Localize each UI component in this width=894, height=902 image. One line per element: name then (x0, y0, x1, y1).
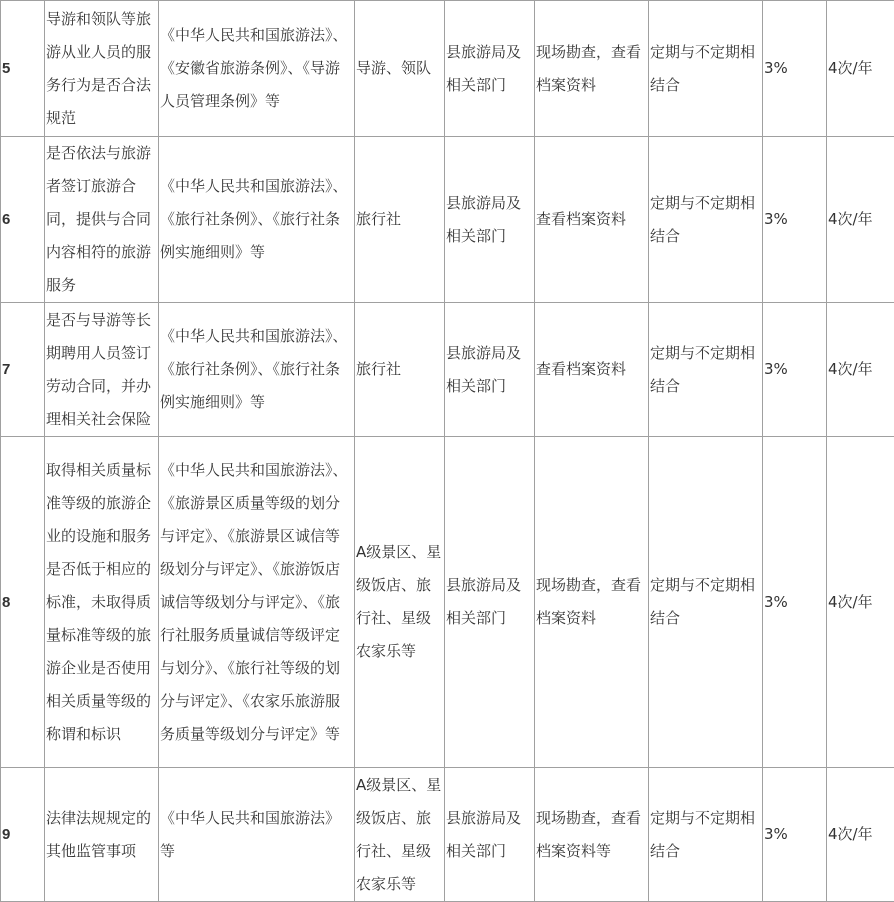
inspection-frequency: 4次/年 (827, 437, 894, 768)
inspection-frequency: 4次/年 (827, 303, 894, 437)
legal-basis: 《中华人民共和国旅游法》等 (159, 768, 355, 902)
sampling-ratio: 3% (763, 768, 827, 902)
sampling-ratio: 3% (763, 137, 827, 303)
inspection-mode: 定期与不定期相结合 (649, 768, 763, 902)
row-number: 6 (1, 137, 45, 303)
inspection-frequency: 4次/年 (827, 768, 894, 902)
inspection-method: 现场勘查，查看档案资料等 (535, 768, 649, 902)
sampling-ratio: 3% (763, 303, 827, 437)
legal-basis: 《中华人民共和国旅游法》、《旅行社条例》、《旅行社条例实施细则》等 (159, 303, 355, 437)
inspection-mode: 定期与不定期相结合 (649, 303, 763, 437)
inspection-item: 导游和领队等旅游从业人员的服务行为是否合法规范 (45, 1, 159, 137)
responsible-department: 县旅游局及相关部门 (445, 303, 535, 437)
inspection-method: 查看档案资料 (535, 303, 649, 437)
inspection-target: 旅行社 (355, 303, 445, 437)
inspection-method: 查看档案资料 (535, 137, 649, 303)
responsible-department: 县旅游局及相关部门 (445, 1, 535, 137)
table-row (1, 1, 894, 137)
inspection-target: A级景区、星级饭店、旅行社、星级农家乐等 (355, 768, 445, 902)
row-number: 8 (1, 437, 45, 768)
inspection-mode: 定期与不定期相结合 (649, 137, 763, 303)
table-row (1, 437, 894, 768)
row-number: 7 (1, 303, 45, 437)
sampling-ratio: 3% (763, 1, 827, 137)
responsible-department: 县旅游局及相关部门 (445, 137, 535, 303)
table-row (1, 137, 894, 303)
inspection-target: 旅行社 (355, 137, 445, 303)
legal-basis: 《中华人民共和国旅游法》、《安徽省旅游条例》、《导游人员管理条例》等 (159, 1, 355, 137)
inspection-target: A级景区、星级饭店、旅行社、星级农家乐等 (355, 437, 445, 768)
inspection-frequency: 4次/年 (827, 137, 894, 303)
inspection-target: 导游、领队 (355, 1, 445, 137)
inspection-item: 是否与导游等长期聘用人员签订劳动合同，并办理相关社会保险 (45, 303, 159, 437)
inspection-mode: 定期与不定期相结合 (649, 1, 763, 137)
legal-basis: 《中华人民共和国旅游法》、《旅游景区质量等级的划分与评定》、《旅游景区诚信等级划分与评定》、《旅游饭店诚信等级划分与评定》、《旅行社服务质量诚信等级评定与划分》、《旅行社等级的划分与评定》、《农家乐旅游服务质量等级划分与评定》等 (159, 437, 355, 768)
responsible-department: 县旅游局及相关部门 (445, 437, 535, 768)
row-number: 5 (1, 1, 45, 137)
sampling-ratio: 3% (763, 437, 827, 768)
inspection-mode: 定期与不定期相结合 (649, 437, 763, 768)
inspection-item: 法律法规规定的其他监管事项 (45, 768, 159, 902)
row-number: 9 (1, 768, 45, 902)
inspection-item: 是否依法与旅游者签订旅游合同，提供与合同内容相符的旅游服务 (45, 137, 159, 303)
table-row (1, 303, 894, 437)
inspection-frequency: 4次/年 (827, 1, 894, 137)
inspection-method: 现场勘查，查看档案资料 (535, 1, 649, 137)
responsible-department: 县旅游局及相关部门 (445, 768, 535, 902)
inspection-item: 取得相关质量标准等级的旅游企业的设施和服务是否低于相应的标准，未取得质量标准等级的旅游企业是否使用相关质量等级的称谓和标识 (45, 437, 159, 768)
table-row (1, 768, 894, 902)
legal-basis: 《中华人民共和国旅游法》、《旅行社条例》、《旅行社条例实施细则》等 (159, 137, 355, 303)
inspection-method: 现场勘查，查看档案资料 (535, 437, 649, 768)
